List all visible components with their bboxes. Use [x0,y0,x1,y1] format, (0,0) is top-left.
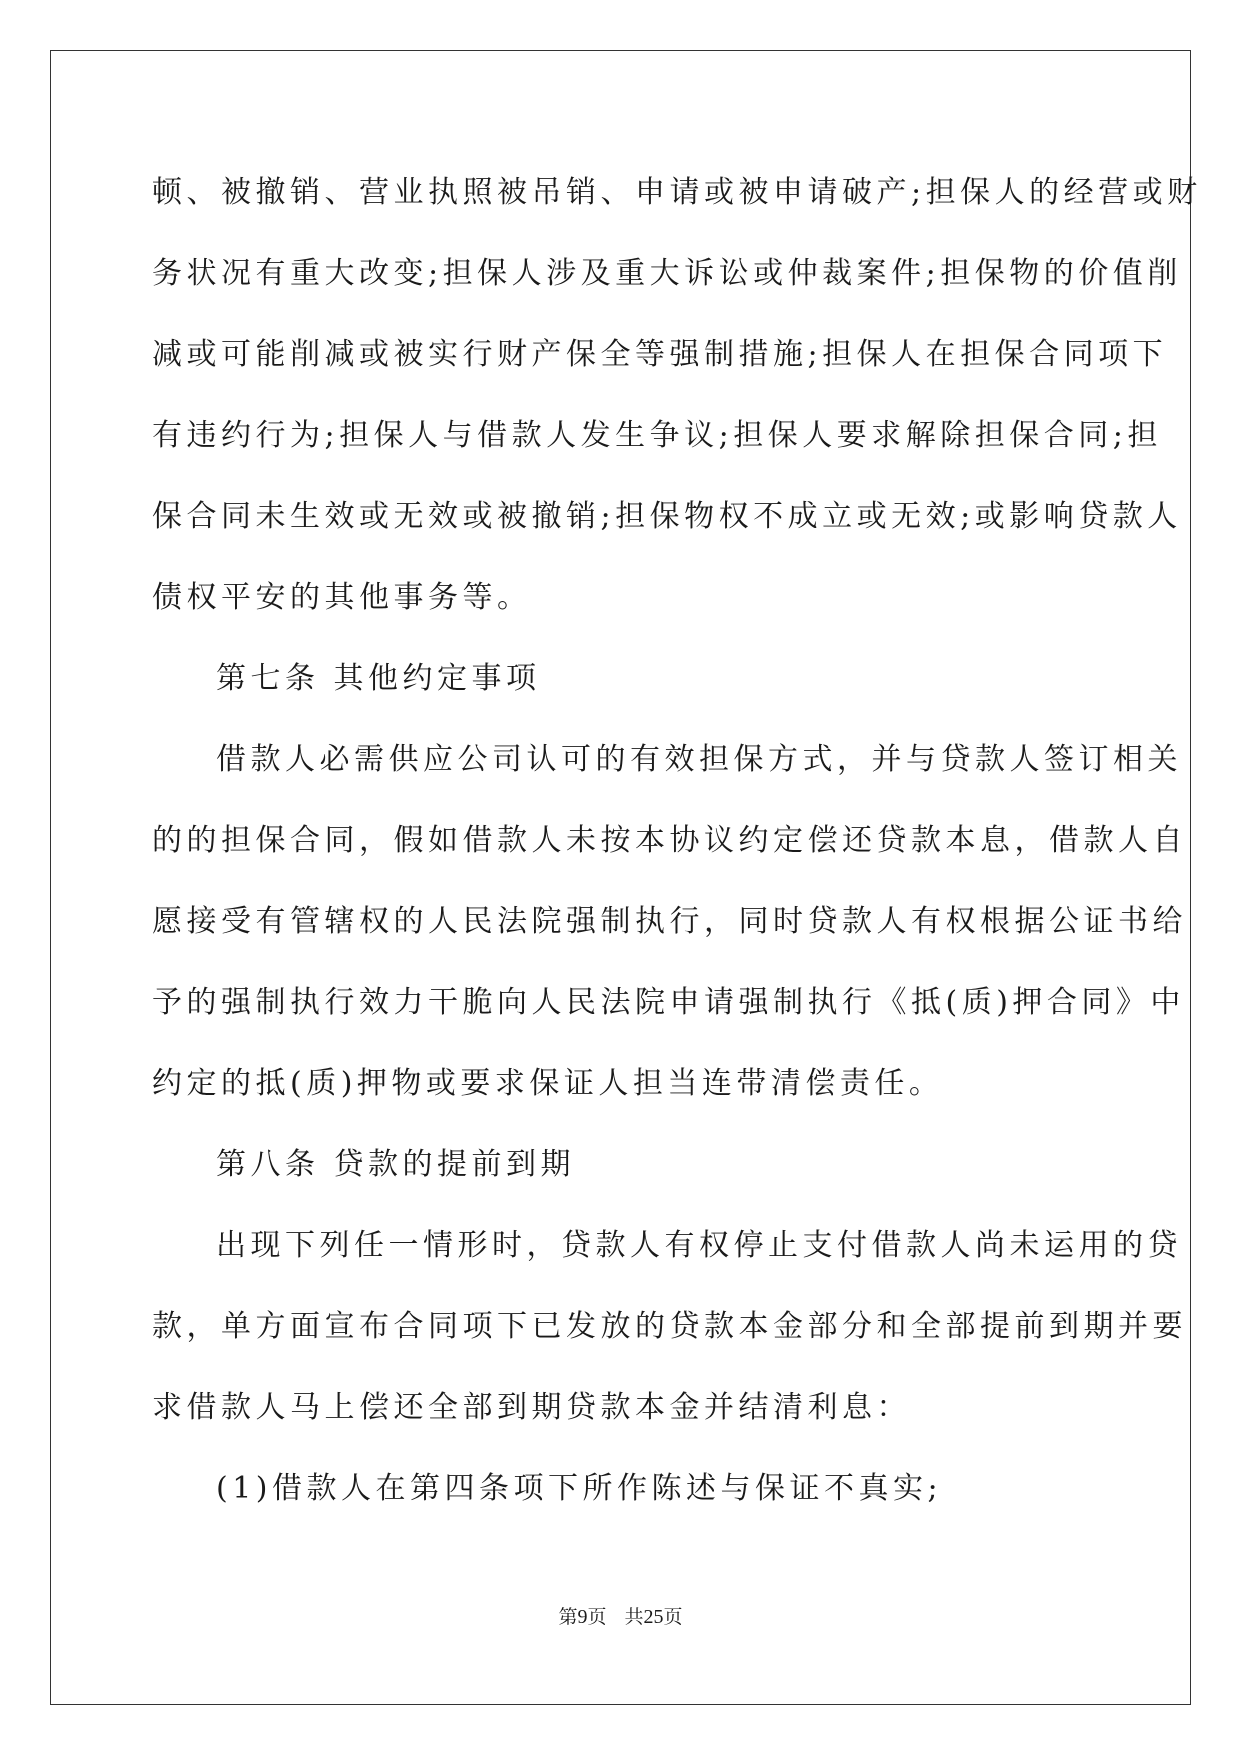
text-line: 予的强制执行效力干脆向人民法院申请强制执行《抵(质)押合同》中 [152,985,1185,1020]
text-line: 出现下列任一情形时，贷款人有权停止支付借款人尚未运用的贷 [216,1228,1182,1263]
text-line: 的的担保合同，假如借款人未按本协议约定偿还贷款本息，借款人自 [152,823,1187,858]
total-suffix: 页 [663,1606,683,1628]
page-footer [0,1602,1241,1629]
text-line: 债权平安的其他事务等。 [152,580,532,615]
text-line: 顿、被撤销、营业执照被吊销、申请或被申请破产;担保人的经营或财 [152,175,1202,210]
text-line: 务状况有重大改变;担保人涉及重大诉讼或仲裁案件;担保物的价值削 [152,256,1182,291]
text-line: 求借款人马上偿还全部到期贷款本金并结清利息： [152,1390,911,1425]
total-prefix: 共 [624,1606,644,1628]
total-pages: 25 [643,1606,664,1628]
text-line: 约定的抵(质)押物或要求保证人担当连带清偿责任。 [152,1066,944,1101]
section-heading-article-8: 第八条 贷款的提前到期 [216,1147,576,1182]
text-line: 保合同未生效或无效或被撤销;担保物权不成立或无效;或影响贷款人 [152,499,1182,534]
text-line: 愿接受有管辖权的人民法院强制执行，同时贷款人有权根据公证书给 [152,904,1187,939]
text-line: 有违约行为;担保人与借款人发生争议;担保人要求解除担保合同;担 [152,418,1162,453]
text-line: 借款人必需供应公司认可的有效担保方式，并与贷款人签订相关 [216,742,1182,777]
page-prefix: 第 [558,1606,578,1628]
list-item: (1)借款人在第四条项下所作陈述与保证不真实; [216,1471,943,1506]
text-line: 款，单方面宣布合同项下已发放的贷款本金部分和全部提前到期并要 [152,1309,1187,1344]
document-body [152,160,1202,1537]
page-suffix: 页 [587,1606,607,1628]
text-line: 减或可能削减或被实行财产保全等强制措施;担保人在担保合同项下 [152,337,1168,372]
section-heading-article-7: 第七条 其他约定事项 [216,661,541,696]
page-number: 9 [577,1606,588,1628]
